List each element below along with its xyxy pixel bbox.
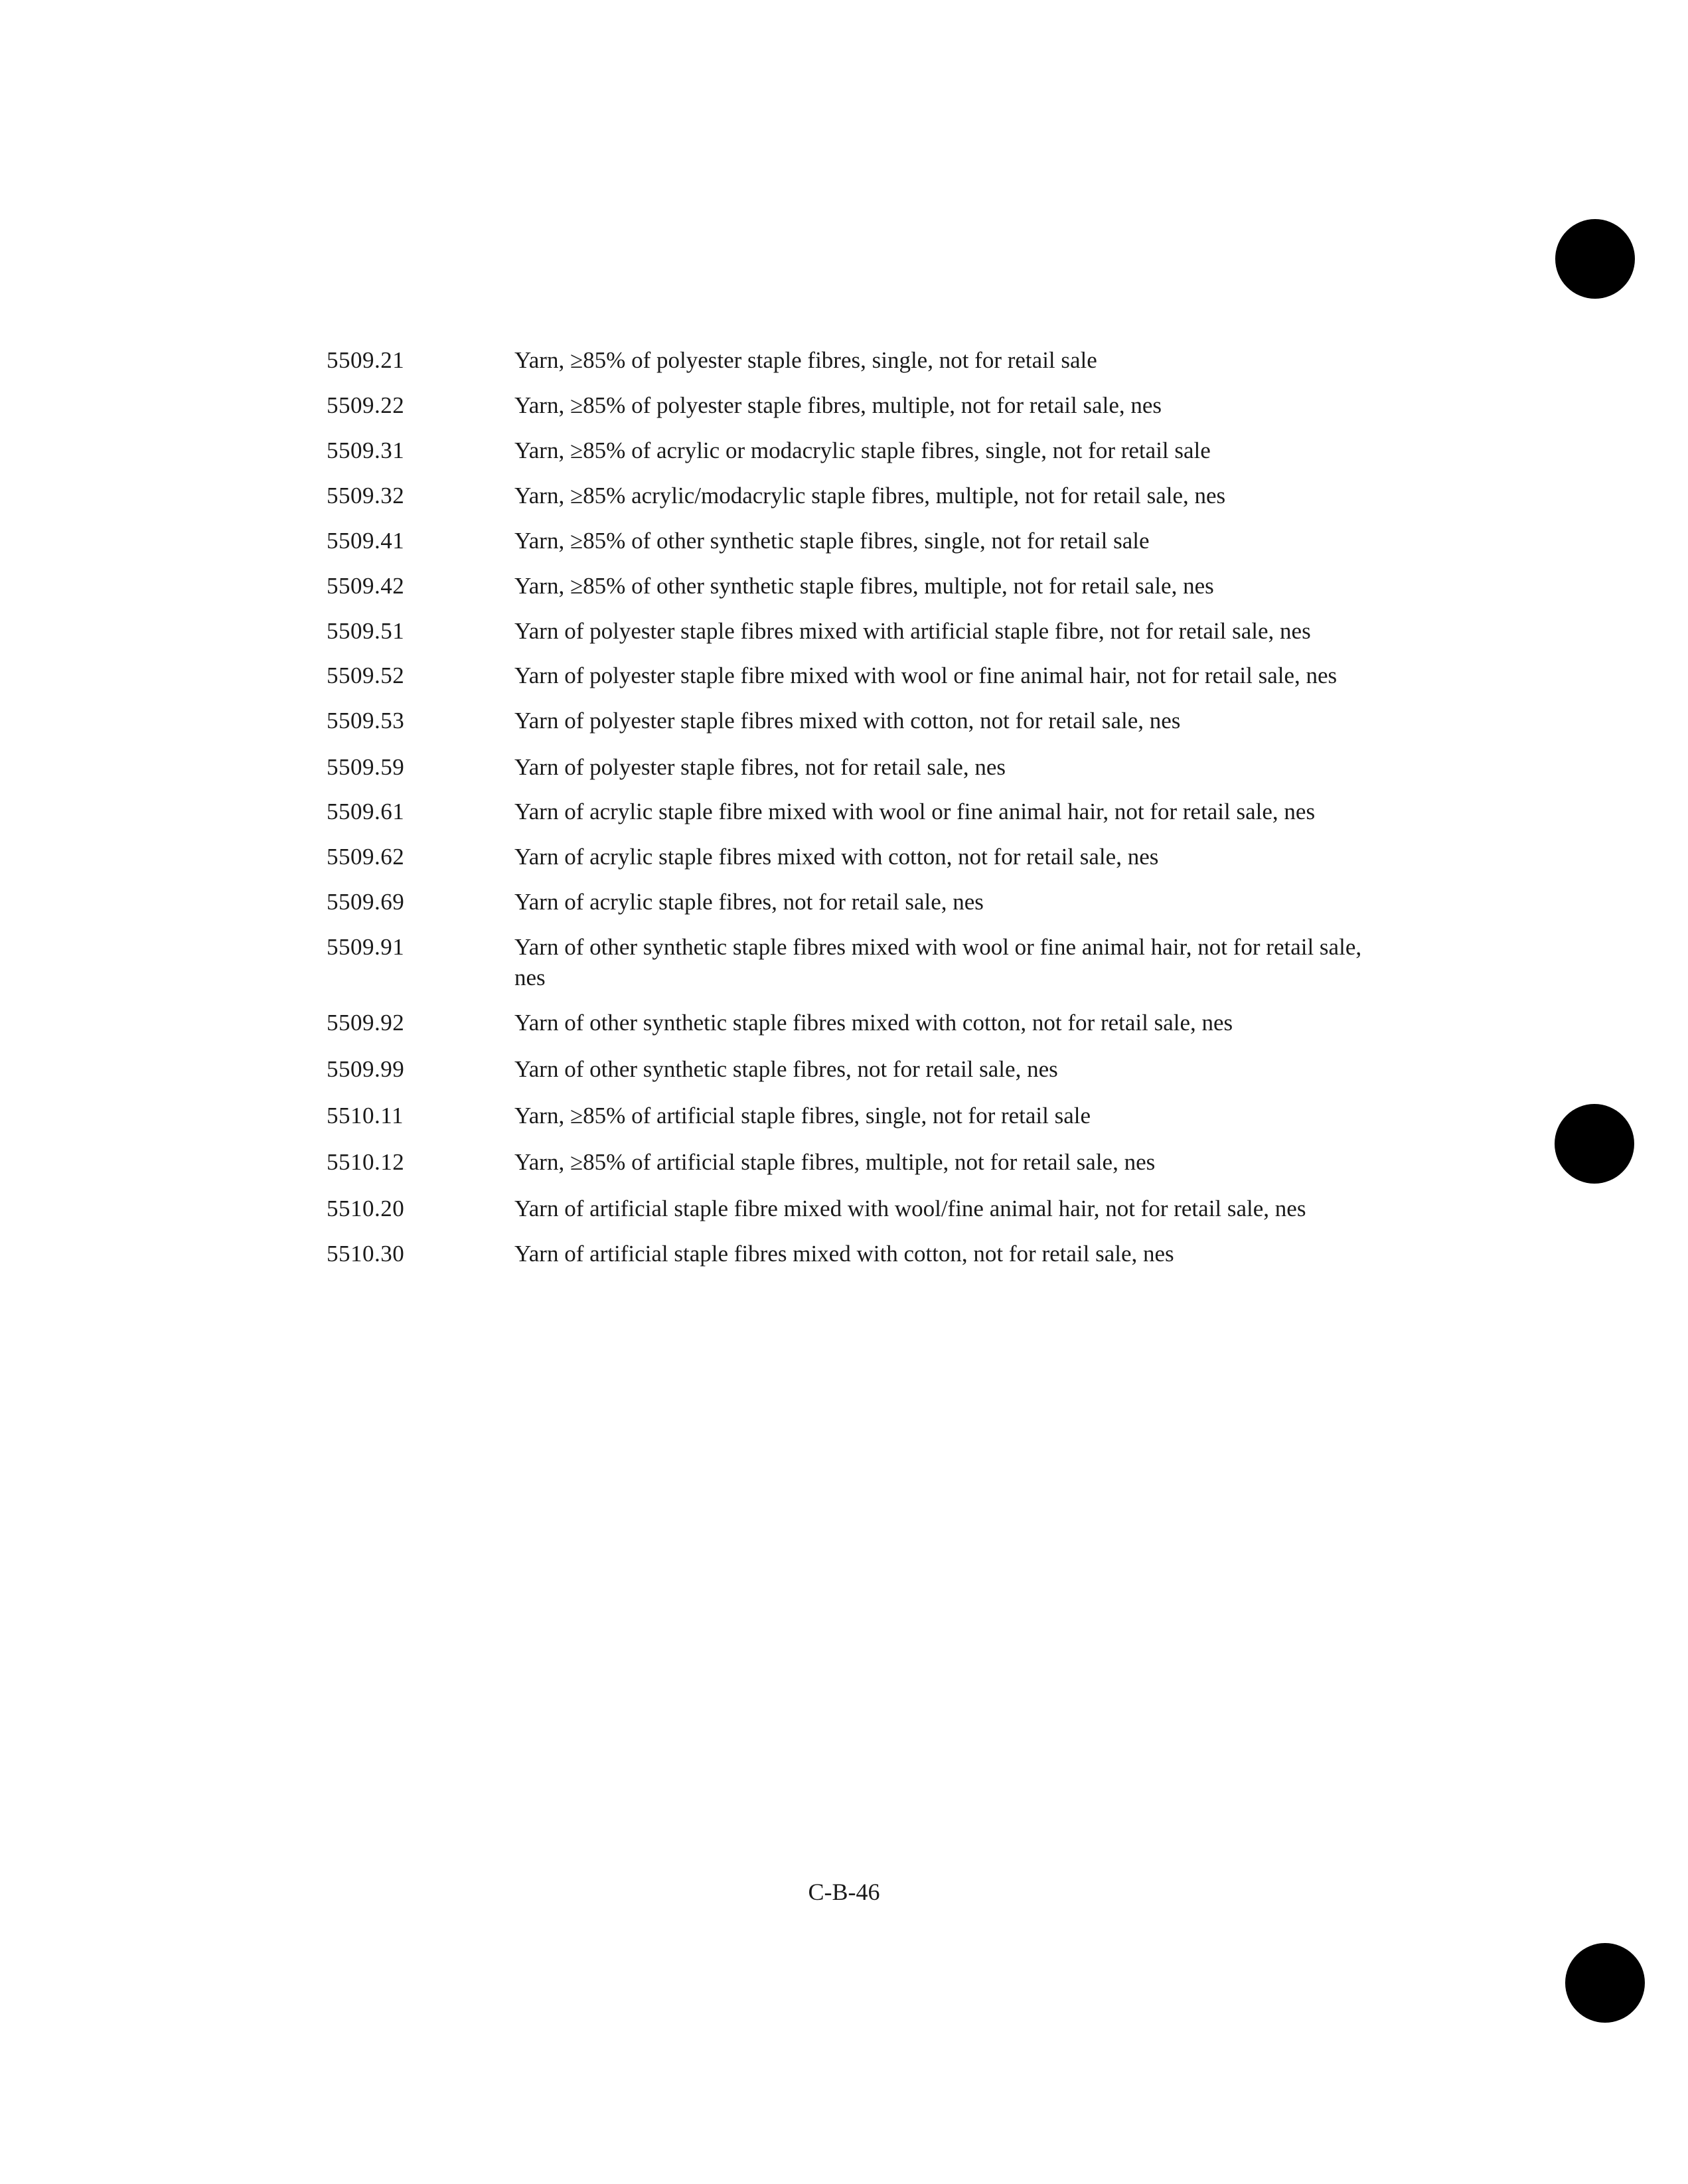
table-row [327,661,1375,691]
tariff-description: Yarn, ≥85% of acrylic or modacrylic staple fibres, single, not for retail sale [514,437,1211,463]
tariff-description: Yarn of polyester staple fibres mixed with artificial staple fibre, not for retail sale, nes [514,618,1311,644]
table-row [327,1054,1375,1085]
tariff-description: Yarn, ≥85% of other synthetic staple fibres, multiple, not for retail sale, nes [514,573,1214,599]
tariff-code: 5510.20 [327,1196,405,1221]
tariff-description: Yarn, ≥85% of other synthetic staple fibres, single, not for retail sale [514,528,1150,554]
table-row [327,571,1375,601]
tariff-code-list [327,345,1375,1269]
tariff-code: 5509.91 [327,934,405,960]
tariff-description: Yarn of other synthetic staple fibres mixed with cotton, not for retail sale, nes [514,1010,1233,1036]
tariff-code: 5509.32 [327,483,405,508]
tariff-description: Yarn of artificial staple fibres mixed with cotton, not for retail sale, nes [514,1241,1174,1267]
tariff-description: Yarn of polyester staple fibres mixed with cotton, not for retail sale, nes [514,708,1181,734]
tariff-code: 5509.31 [327,437,405,463]
tariff-code: 5509.59 [327,754,405,780]
tariff-code: 5509.51 [327,618,405,644]
table-row [327,706,1375,736]
table-row [327,842,1375,872]
table-row [327,390,1375,421]
tariff-description: Yarn, ≥85% of artificial staple fibres, multiple, not for retail sale, nes [514,1149,1156,1175]
tariff-description: Yarn of artificial staple fibre mixed with wool/fine animal hair, not for retail sale, nes [514,1196,1306,1221]
tariff-description: Yarn of polyester staple fibres, not for retail sale, nes [514,754,1006,780]
tariff-code: 5509.21 [327,347,405,373]
tariff-code: 5509.52 [327,663,405,688]
table-row [327,1194,1375,1224]
table-row [327,345,1375,376]
table-row [327,1239,1375,1269]
tariff-description: Yarn, ≥85% acrylic/modacrylic staple fibres, multiple, not for retail sale, nes [514,483,1226,508]
table-row [327,887,1375,917]
table-row [327,481,1375,511]
tariff-code: 5509.53 [327,708,405,734]
tariff-description: Yarn of acrylic staple fibres mixed with cotton, not for retail sale, nes [514,844,1159,870]
punch-hole-bottom [1565,1943,1645,2023]
tariff-description: Yarn of other synthetic staple fibres mixed with wool or fine animal hair, not for retail sale, nes [514,934,1362,990]
table-row [327,1147,1375,1178]
table-row [327,797,1375,827]
tariff-code: 5509.41 [327,528,405,554]
table-row [327,1008,1375,1038]
tariff-description: Yarn, ≥85% of polyester staple fibres, multiple, not for retail sale, nes [514,392,1162,418]
punch-hole-middle [1555,1104,1634,1184]
tariff-description: Yarn, ≥85% of artificial staple fibres, single, not for retail sale [514,1103,1091,1129]
tariff-description: Yarn, ≥85% of polyester staple fibres, single, not for retail sale [514,347,1097,373]
tariff-code: 5509.99 [327,1056,405,1082]
tariff-code: 5509.62 [327,844,405,870]
table-row [327,616,1375,647]
tariff-code: 5509.69 [327,889,405,915]
tariff-description: Yarn of other synthetic staple fibres, not for retail sale, nes [514,1056,1058,1082]
tariff-description: Yarn of acrylic staple fibre mixed with wool or fine animal hair, not for retail sale, nes [514,799,1316,824]
tariff-description: Yarn of polyester staple fibre mixed with wool or fine animal hair, not for retail sale, nes [514,663,1338,688]
table-row [327,752,1375,783]
punch-hole-top [1555,219,1635,299]
tariff-description: Yarn of acrylic staple fibres, not for retail sale, nes [514,889,984,915]
table-row [327,435,1375,466]
tariff-code: 5509.22 [327,392,405,418]
table-row [327,932,1375,993]
tariff-code: 5509.42 [327,573,405,599]
tariff-code: 5510.11 [327,1103,404,1129]
page-number: C-B-46 [808,1879,880,1905]
tariff-code: 5510.30 [327,1241,405,1267]
table-row [327,526,1375,556]
tariff-code: 5510.12 [327,1149,405,1175]
table-row [327,1101,1375,1131]
tariff-code: 5509.61 [327,799,405,824]
tariff-code: 5509.92 [327,1010,405,1036]
